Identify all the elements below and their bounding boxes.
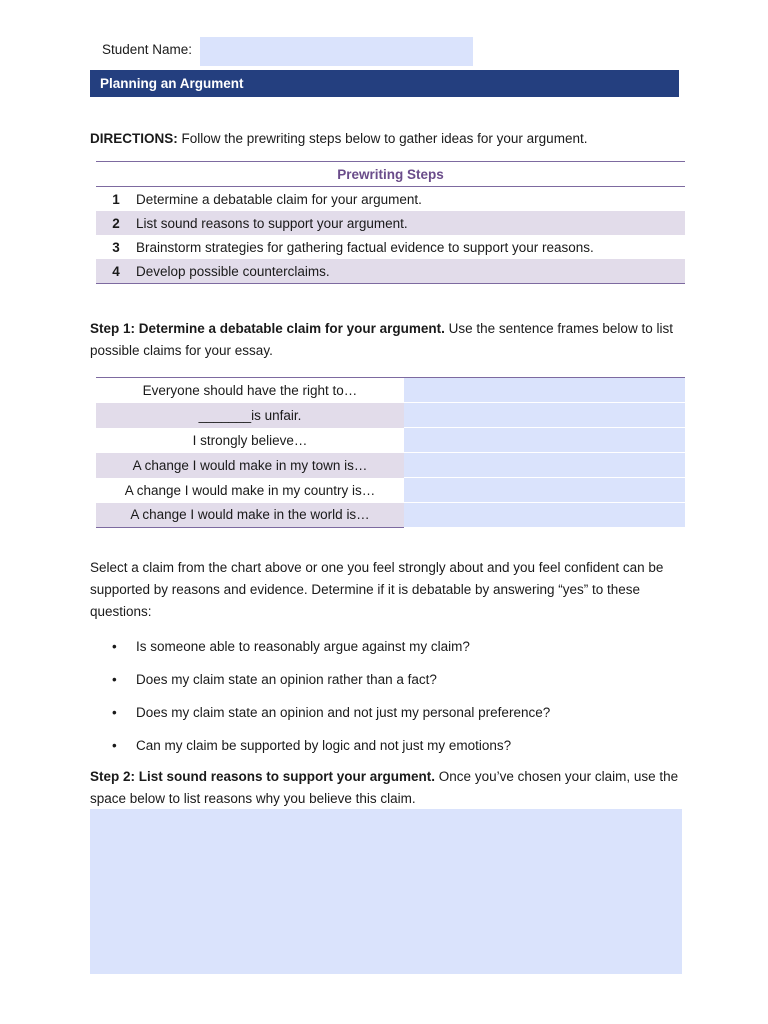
sentence-frame: Everyone should have the right to…	[142, 382, 358, 398]
directions-label: DIRECTIONS:	[90, 131, 178, 146]
list-item	[90, 669, 690, 702]
table-row	[96, 478, 685, 503]
sentence-frame: A change I would make in the world is…	[96, 503, 404, 528]
step-text: Brainstorm strategies for gathering factual evidence to support your reasons.	[136, 239, 594, 255]
claim-answer-cell[interactable]	[404, 478, 685, 503]
sentence-frame: A change I would make in my town is…	[96, 453, 404, 478]
list-item	[90, 636, 690, 669]
step-number: 1	[112, 191, 120, 207]
table-row	[96, 211, 685, 235]
table-row	[96, 259, 685, 284]
bullet-icon: •	[112, 738, 117, 753]
prewriting-steps-header: Prewriting Steps	[96, 162, 685, 187]
sentence-frame: _______is unfair.	[96, 403, 404, 428]
question-text: Is someone able to reasonably argue against my claim?	[136, 639, 470, 654]
bullet-icon: •	[112, 639, 117, 654]
step-text: Determine a debatable claim for your argument.	[136, 191, 422, 207]
prewriting-steps-table	[96, 161, 685, 284]
table-row	[96, 453, 685, 478]
table-row	[96, 235, 685, 259]
page-title: Planning an Argument	[90, 70, 679, 97]
list-item	[90, 702, 690, 735]
claim-answer-cell[interactable]	[404, 378, 685, 403]
step1-instructions	[90, 318, 690, 362]
claim-answer-cell[interactable]	[404, 403, 685, 428]
select-claim-paragraph: Select a claim from the chart above or one you feel strongly about and you feel confident can be supported by reasons and evidence. Determine if it is debatable by answering “yes” to these questions:	[90, 560, 664, 619]
step2-heading: Step 2: List sound reasons to support your argument.	[90, 769, 436, 784]
directions-text	[90, 128, 690, 150]
question-text: Can my claim be supported by logic and not just my emotions?	[136, 738, 512, 753]
table-row	[96, 403, 685, 428]
claim-answer-cell[interactable]	[404, 428, 685, 453]
step2-body: Once you’ve chosen your claim, use the space below to list reasons why you believe this claim.	[90, 769, 679, 806]
table-row	[96, 187, 685, 212]
question-text: Does my claim state an opinion rather than a fact?	[136, 672, 437, 687]
directions-body: Follow the prewriting steps below to gather ideas for your argument.	[177, 131, 588, 146]
step-number: 4	[96, 259, 136, 284]
step-text: Develop possible counterclaims.	[136, 259, 685, 284]
claim-answer-cell[interactable]	[404, 503, 685, 528]
sentence-frame: I strongly believe…	[192, 432, 308, 448]
question-text: Does my claim state an opinion and not just my personal preference?	[136, 705, 551, 720]
step1-heading: Step 1: Determine a debatable claim for your argument.	[90, 321, 445, 336]
reasons-textarea[interactable]	[90, 809, 682, 974]
step-text: List sound reasons to support your argument.	[136, 211, 685, 235]
debatable-questions-list	[90, 636, 690, 768]
table-row	[96, 503, 685, 528]
student-name-label: Student Name:	[102, 42, 193, 57]
claim-answer-cell[interactable]	[404, 453, 685, 478]
list-item	[90, 735, 690, 768]
step2-instructions	[90, 766, 690, 810]
step-number: 2	[96, 211, 136, 235]
step1-body: Use the sentence frames below to list possible claims for your essay.	[90, 321, 673, 358]
table-row	[96, 428, 685, 453]
sentence-frame: A change I would make in my country is…	[124, 482, 376, 498]
step-number: 3	[112, 239, 120, 255]
student-name-field[interactable]	[200, 37, 473, 66]
bullet-icon: •	[112, 705, 117, 720]
bullet-icon: •	[112, 672, 117, 687]
table-row	[96, 378, 685, 403]
claims-table	[96, 377, 685, 528]
